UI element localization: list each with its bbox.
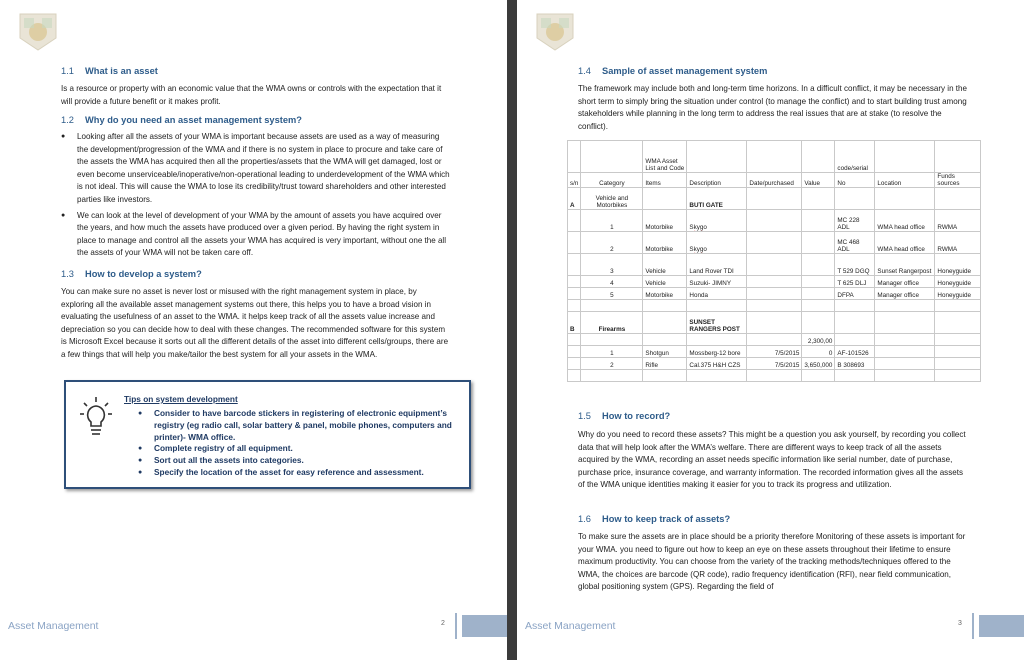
document-page-3 bbox=[517, 0, 1024, 660]
section-1-3-text: You can make sure no asset is never lost or misused with the right management system in place, by exploring all the available asset management systems out there, this helps you to have a broad vision in evaluating the usefulness of an asset to the WMA. it helps keep track of all the assets value increase and depreciation so you can decide how to deal with these changes. The recommended software for this system is Microsoft Excel because it sorts out all the different details of the asset into different cells/groups, there are a few things that will help you make/tailor the best system for all your assets in the WMA. bbox=[61, 287, 449, 359]
section-1-4-heading: 1.4 Sample of asset management system bbox=[578, 66, 768, 76]
section-1-4-text: The framework may include both and long-term time horizons. In a difficult conflict, it may be necessary in the short term to simply bring the situation under control (to manage the conflict) and to start building trust among stakeholders while planning in the long term to address the real issues that are at stake (to resolve the conflict). bbox=[578, 84, 967, 131]
list-item: ● Looking after all the assets of your WMA is important because assets are used as a way of measuring the development/progression of the WMA and if there is no system in place to procure and take care of the assets the WMA has acquired then all the properties/assets that the WMA will get damaged, lost or even become unserviceable/inoperative/non-operational leading to underdevelopment of the WMA which is not ideal. This will cause the WMA to lose its credibility/trust toward shareholders and other interested parties like investors. bbox=[61, 131, 451, 206]
table-row: 2,300,00 bbox=[568, 334, 981, 346]
table-spacer-row bbox=[568, 300, 981, 312]
footer-divider bbox=[455, 613, 457, 639]
list-item: ● Specify the location of the asset for easy reference and assessment. bbox=[138, 467, 458, 479]
tips-title: Tips on system development bbox=[124, 394, 238, 404]
table-row: 5 Motorbike Honda DFPA Manager office Honeyguide bbox=[568, 288, 981, 300]
table-group-row: A Vehicle and Motorbikes BUTI GATE bbox=[568, 188, 981, 210]
section-1-1-heading: 1.1 What is an asset bbox=[61, 66, 158, 76]
section-1-2-heading: 1.2 Why do you need an asset management system? bbox=[61, 115, 302, 125]
wma-logo bbox=[533, 12, 577, 52]
footer-title: Asset Management bbox=[525, 620, 616, 632]
section-1-6-heading: 1.6 How to keep track of assets? bbox=[578, 514, 731, 524]
table-group-row: B Firearms SUNSET RANGERS POST bbox=[568, 312, 981, 334]
table-row: 1 Shotgun Mossberg-12 bore 7/5/2015 0 AF-101526 bbox=[568, 346, 981, 358]
section-1-5-heading: 1.5 How to record? bbox=[578, 411, 671, 421]
list-item: ● Sort out all the assets into categories. bbox=[138, 455, 458, 467]
document-page-2 bbox=[0, 0, 507, 660]
table-header: s/n Category Items Description Date/purchased Value No Location Funds sources bbox=[568, 173, 981, 188]
tips-callout-box bbox=[64, 380, 471, 489]
section-1-3-heading: 1.3 How to develop a system? bbox=[61, 269, 202, 279]
table-header-top: WMA Asset List and Code code/serial bbox=[568, 141, 981, 173]
tips-list bbox=[138, 408, 458, 479]
list-item: ● We can look at the level of development of your WMA by the amount of assets you have acquired over the years, and how much the assets have produced over a given period. By having the right system in place to manage and control all the assets your WMA has acquired is very important, without one the all the assets of your WMA will not be taken care off. bbox=[61, 210, 451, 260]
table-row: 3 Vehicle Land Rover TDI T 529 DGQ Sunset Rangerpost Honeyguide bbox=[568, 254, 981, 276]
footer-divider bbox=[972, 613, 974, 639]
footer-bar bbox=[462, 615, 507, 637]
section-1-1-text: Is a resource or property with an economic value that the WMA owns or controls with the expectation that it will provide a future benefit or it makes profit. bbox=[61, 84, 442, 106]
section-1-5-text: Why do you need to record these assets? This might be a question you ask yourself, by recording you collect data that will help look after the WMA’s welfare. There are different ways to keep track of all the assets acquired by the WMA, recording an asset needs specific information like serial number, date of purchase, purchase price, insurance coverage, and warranty information. The recorded information gives all the assets of the WMA unique identities making it easier for you to track its progress and utilization. bbox=[578, 430, 966, 489]
table-row: 1 Motorbike Skygo MC 228 ADL WMA head office RWMA bbox=[568, 210, 981, 232]
table-row: 2 Rifle Cal.375 H&H CZS 7/5/2015 3,650,000 B 308693 bbox=[568, 358, 981, 370]
lightbulb-icon bbox=[74, 396, 118, 442]
footer-bar bbox=[979, 615, 1024, 637]
wma-logo bbox=[16, 12, 60, 52]
page-number: 3 bbox=[958, 620, 962, 627]
list-item: ● Complete registry of all equipment. bbox=[138, 443, 458, 455]
footer-title: Asset Management bbox=[8, 620, 99, 632]
section-1-2-bullets bbox=[61, 131, 451, 263]
table-row: 4 Vehicle Suzuki- JIMNY T 625 DLJ Manager office Honeyguide bbox=[568, 276, 981, 288]
table-spacer-row bbox=[568, 370, 981, 382]
table-row: 2 Motorbike Skygo MC 468 ADL WMA head office RWMA bbox=[568, 232, 981, 254]
section-1-6-text: To make sure the assets are in place should be a priority therefore Monitoring of these assets is important for your WMA. you need to figure out how to keep an eye on these assets throughout their lifetime to ensure maximum productivity. You can choose from the variety of the tracking methods/techniques offered to the WMA, the choices are barcode (QR code), radio frequency identification (RFI), near field communication, global positioning system (GPS). Regarding the field of bbox=[578, 532, 966, 591]
asset-register-table bbox=[567, 140, 981, 382]
page-number: 2 bbox=[441, 620, 445, 627]
list-item: ● Consider to have barcode stickers in registering of electronic equipment’s registry (eg radio call, solar battery & panel, mobile phones, computers and printer)- WMA office. bbox=[138, 408, 458, 443]
